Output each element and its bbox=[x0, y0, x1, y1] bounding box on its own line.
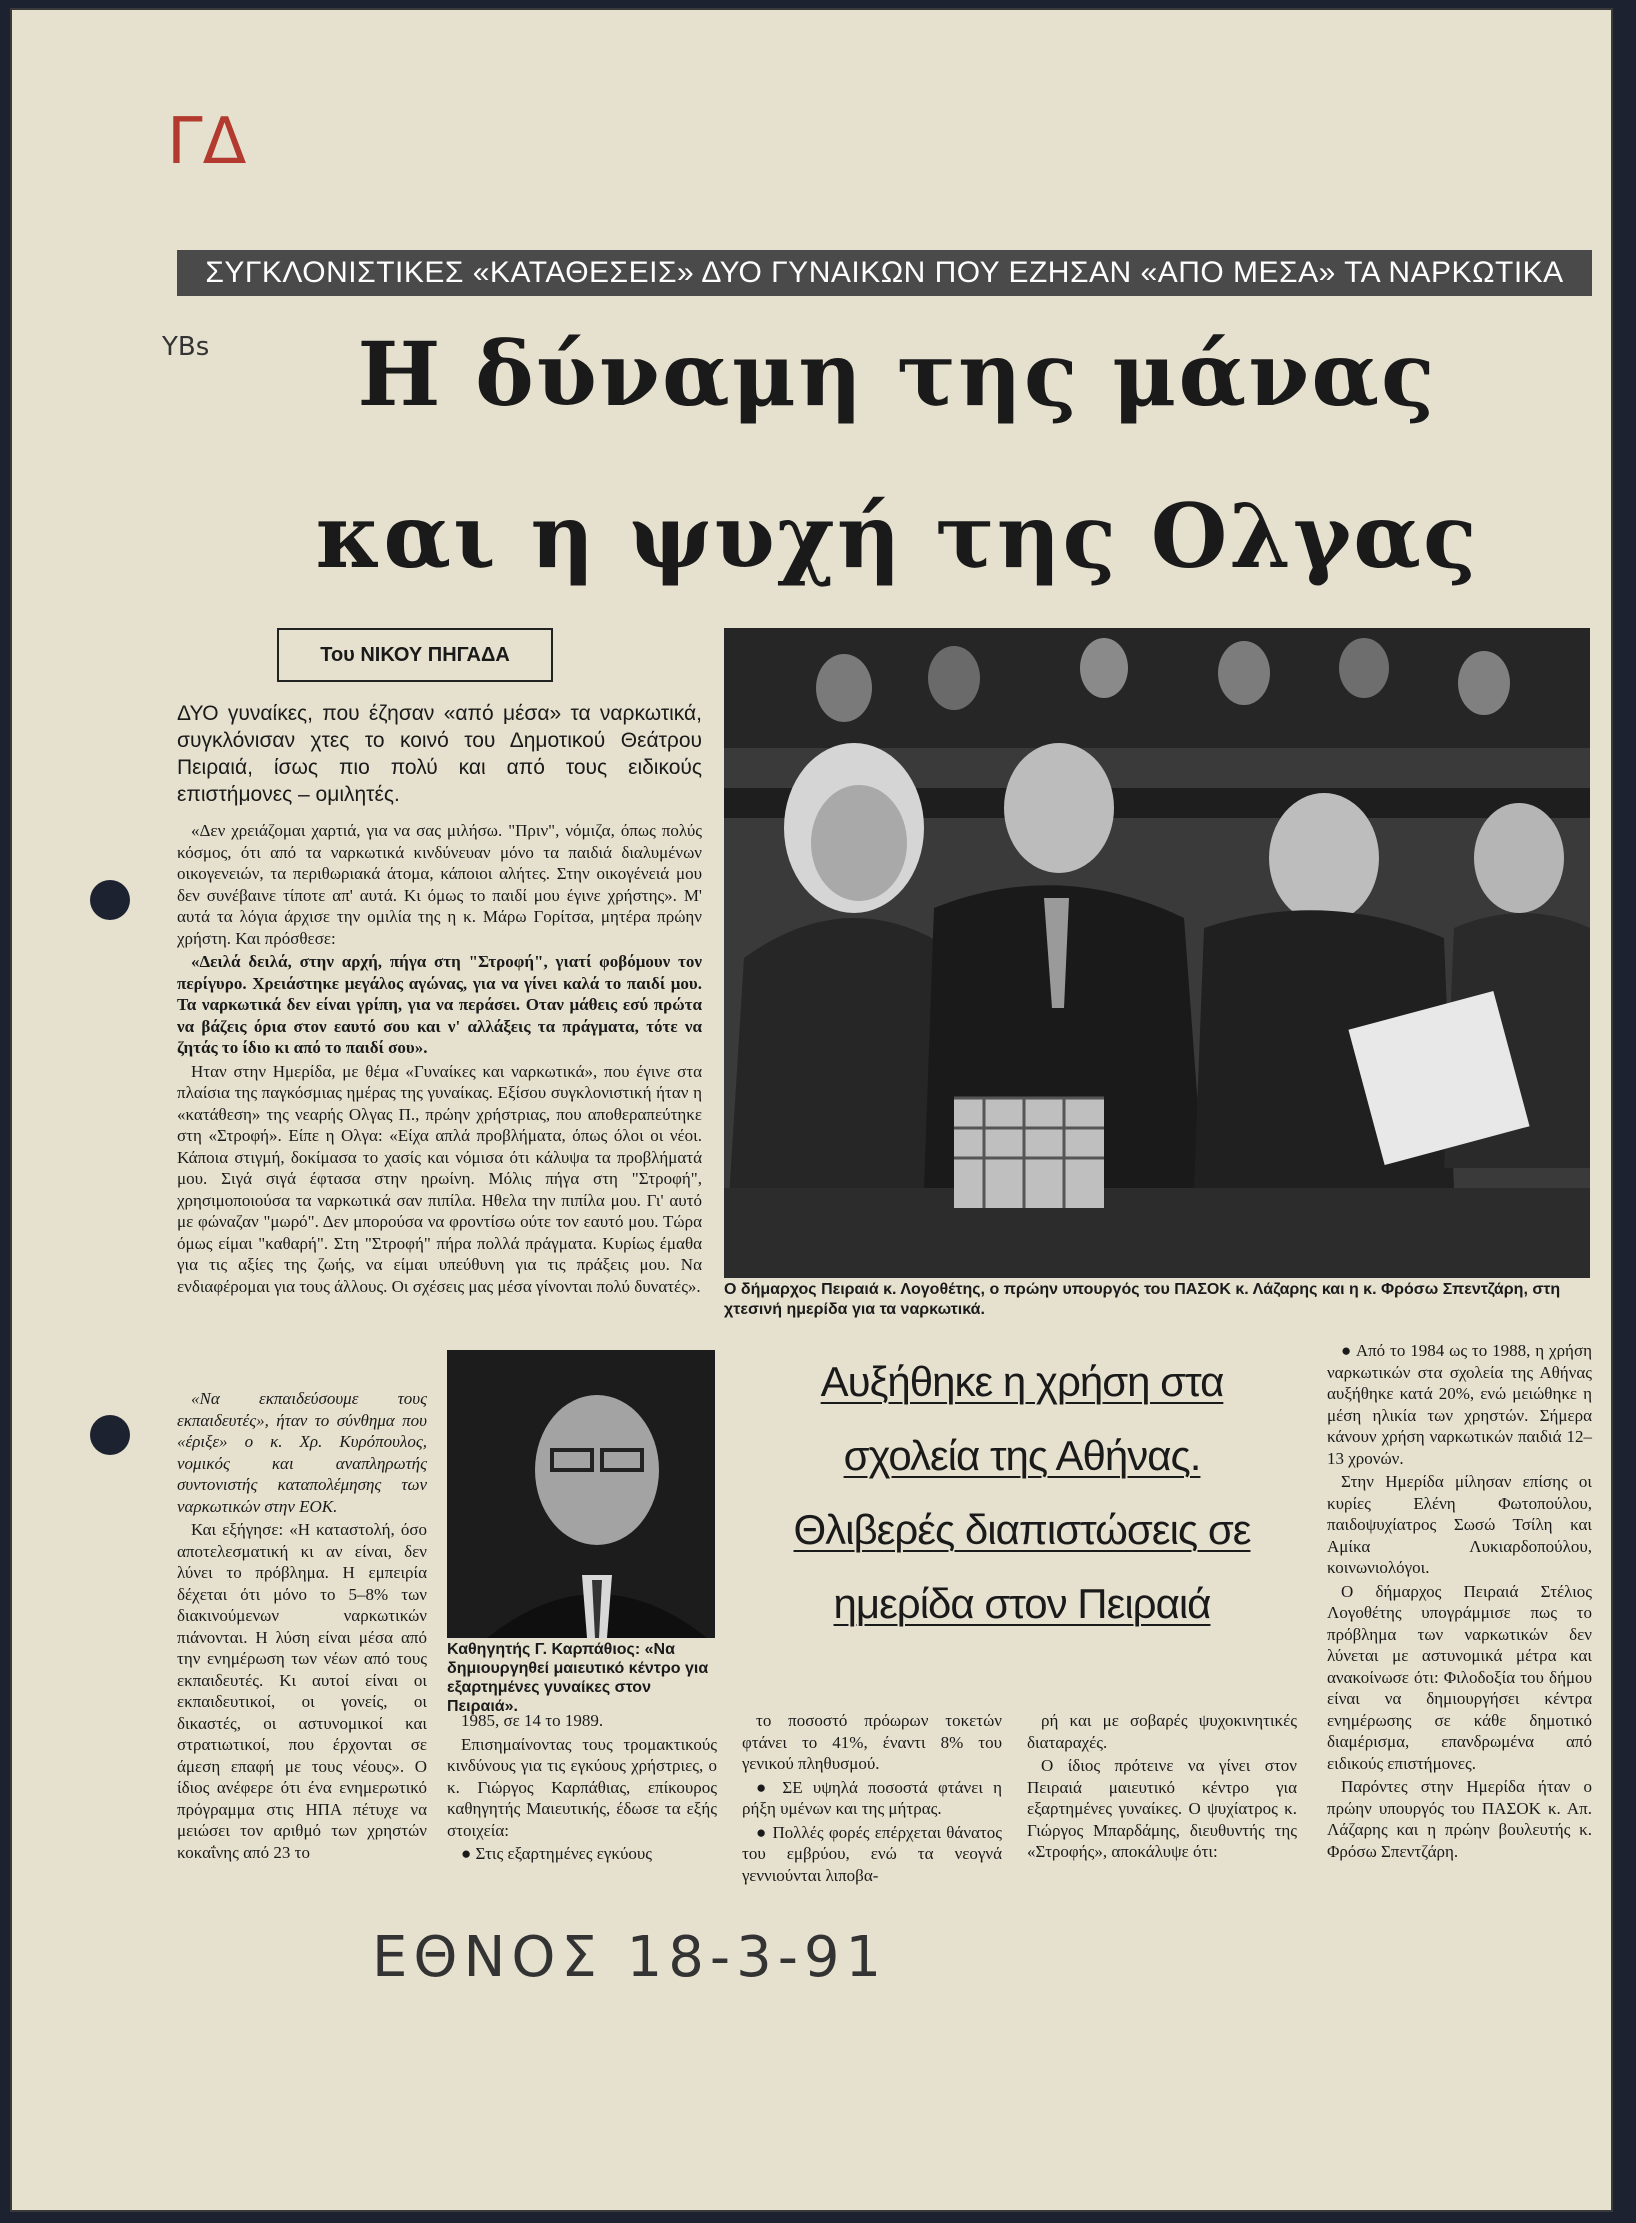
punch-hole bbox=[90, 880, 130, 920]
column-5 bbox=[1327, 1340, 1592, 1864]
col3-paragraph: το ποσοστό πρόωρων τοκετών φτάνει το 41%, έναντι 8% του γενικού πληθυσμού. bbox=[742, 1711, 1002, 1773]
col1-paragraph: «Δειλά δειλά, στην αρχή, πήγα στη "Στροφή", γιατί φοβόμουν τον περίγυρο. Χρειάστηκε μεγάλος αγώνας, για να γίνει καλά το παιδί μου. Τα ναρκωτικά δεν είναι γρίπη, για να περάσει. Οταν μάθεις εσύ πρώτα να βάζεις όρια στον εαυτό σου και ν' αλλάξεις τα πράγματα, τότε να ζητάς το ίδιο κι από το παιδί σου». bbox=[177, 952, 702, 1057]
portrait-illustration bbox=[447, 1350, 715, 1638]
handwritten-source-date: ΕΘΝΟΣ 18-3-91 bbox=[372, 1925, 888, 1990]
col5-paragraph: ● Από το 1984 ως το 1988, η χρήση ναρκωτικών στα σχολεία της Αθήνας αυξήθηκε κατά 20%, ενώ μειώθηκε η μέση ηλικία των χρηστών. Σήμερα κάνουν χρήση ναρκωτικών παιδιά 12–13 χρονών. bbox=[1327, 1341, 1592, 1468]
col5-paragraph: Στην Ημερίδα μίλησαν επίσης οι κυρίες Ελένη Φωτοπούλου, παιδοψυχίατρος Σωσώ Τσίλη και Αμίκα Λυκιαρδοπούλου, κοινωνιολόγοι. bbox=[1327, 1472, 1592, 1577]
kicker-banner: ΣΥΓΚΛΟΝΙΣΤΙΚΕΣ «ΚΑΤΑΘΕΣΕΙΣ» ΔΥΟ ΓΥΝΑΙΚΩΝ ΠΟΥ ΕΖΗΣΑΝ «ΑΠΟ ΜΕΣΑ» ΤΑ ΝΑΡΚΩΤΙΚΑ bbox=[177, 250, 1592, 296]
main-photo-caption: Ο δήμαρχος Πειραιά κ. Λογοθέτης, ο πρώην υπουργός του ΠΑΣΟΚ κ. Λάζαρης και η κ. Φρόσω Σπεντζάρη, στη χτεσινή ημερίδα για τα ναρκωτικά. bbox=[724, 1281, 1561, 1318]
col4-paragraph: Ο ίδιος πρότεινε να γίνει στον Πειραιά μαιευτικό κέντρο για εξαρτημένες γυναίκες. Ο ψυχίατρος κ. Γιώργος Μπαρδάμης, διευθυντής της «Στροφής», αποκάλυψε ότι: bbox=[1027, 1756, 1297, 1861]
portrait-photo bbox=[447, 1350, 715, 1638]
column-2 bbox=[447, 1710, 717, 1867]
handwritten-mark-side: YBs bbox=[162, 332, 210, 362]
lead-paragraph: ΔΥΟ γυναίκες, που έζησαν «από μέσα» τα ναρκωτικά, συγκλόνισαν χτες το κοινό του Δημοτικού Θεάτρου Πειραιά, ίσως πιο πολύ και από τους ειδικούς επιστήμονες – ομιλητές. bbox=[177, 702, 702, 806]
col4-paragraph: ρή και με σοβαρές ψυχοκινητικές διαταραχές. bbox=[1027, 1711, 1297, 1752]
handwritten-mark-top: ΓΔ bbox=[167, 105, 247, 179]
col2-paragraph: ● Στις εξαρτημένες εγκύους bbox=[461, 1844, 653, 1863]
col3-paragraph: ● Πολλές φορές επέρχεται θάνατος του εμβρύου, ενώ τα νεογνά γεννιούνται λιποβα- bbox=[742, 1822, 1002, 1885]
subheadline-line: ημερίδα στον Πειραιά bbox=[833, 1580, 1211, 1627]
punch-hole bbox=[90, 1415, 130, 1455]
main-photo bbox=[724, 628, 1590, 1278]
portrait-caption: Καθηγητής Γ. Καρπάθιος: «Να δημιουργηθεί μαιευτικό κέντρο για εξαρτημένες γυναίκες στον Πειραιά». bbox=[447, 1641, 709, 1715]
col1-paragraph: Ηταν στην Ημερίδα, με θέμα «Γυναίκες και ναρκωτικά», που έγινε στα πλαίσια της παγκόσμιας ημέρας της γυναίκας. Εξίσου συγκλονιστική ήταν η «κατάθεση» της νεαρής Ολγας Π., πρώην χρήστριας, που αποθεραπεύτηκε στη «Στροφή». Είπε η Ολγα: «Είχα απλά προβλήματα, όπως όλοι οι νέοι. Κάποια στιγμή, δοκίμασα το χασίς και νόμισα ότι κάλυψα τα προβλήματά μου. Σιγά σιγά έφτασα στην ηρωίνη. Μόλις πήγα στη "Στροφή", χρησιμοποιούσα τα ναρκωτικά σαν πιπίλα. Ηθελα την πιπίλα μου. Γι' αυτό με φώναζαν "μωρό". Δεν μπορούσα να φροντίσω ούτε τον εαυτό μου. Τώρα όμως είμαι "καθαρή". Στη "Στροφή" πήρα πολλά πράγματα. Κυρίως έμαθα για τις αξίες της ζωής, να είμαι υπεύθυνη για τις πράξεις μου. Να ενδιαφέρομαι για τους άλλους. Οι σχέσεις μας μέσα γίνονται πολύ δυνατές». bbox=[177, 1061, 702, 1296]
column-3 bbox=[742, 1710, 1002, 1888]
audience-photo-illustration bbox=[724, 628, 1590, 1278]
subheadline-line: Θλιβερές διαπιστώσεις σε bbox=[793, 1506, 1251, 1553]
col3-paragraph: ● ΣΕ υψηλά ποσοστά φτάνει η ρήξη υμένων και της μήτρας. bbox=[742, 1777, 1002, 1818]
subheadline-line: σχολεία της Αθήνας. bbox=[843, 1432, 1201, 1479]
headline-line-2: και η ψυχή της Ολγας bbox=[315, 484, 1479, 588]
col5-paragraph: Ο δήμαρχος Πειραιά Στέλιος Λογοθέτης υπογράμμισε πως το πρόβλημα των ναρκωτικών δεν λύνεται με αστυνομικά μέτρα και ανακοίνωσε ότι: Φιλοδοξία του δήμου είναι να δημιουργήσει κέντρα ενημέρωσης σε κάθε δημοτικό διαμέρισμα, επανδρωμένα από ειδικούς επιστήμονες. bbox=[1327, 1581, 1592, 1773]
column-4 bbox=[1027, 1710, 1297, 1865]
col1-paragraph: «Δεν χρειάζομαι χαρτιά, για να σας μιλήσω. "Πριν", νόμιζα, όπως πολύς κόσμος, ότι από τα ναρκωτικά κινδύνευαν μόνο τα παιδιά διαλυμένων οικογενειών, τα περιθωριακά άτομα, κάποιοι αλήτες. Στην οικογένειά μου δεν συνέβαινε τίποτε απ' αυτά. Κι όμως το παιδί μου έγινε χρήστης». Μ' αυτά τα λόγια άρχισε την ομιλία της η κ. Μάρω Γορίτσα, μητέρα πρώην χρήστη. Και πρόσθεσε: bbox=[177, 821, 702, 948]
col1b-paragraph: «Να εκπαιδεύσουμε τους εκπαιδευτές», ήταν το σύνθημα που «έριξε» ο κ. Χρ. Κυρόπουλος, νομικός και αναπληρωτής συντονιστής καταπολέμησης των ναρκωτικών στην ΕΟΚ. bbox=[177, 1389, 427, 1516]
headline-line-1: Η δύναμη της μάνας bbox=[357, 322, 1437, 426]
subheadline-line: Αυξήθηκε η χρήση στα bbox=[820, 1358, 1224, 1405]
byline: Του ΝΙΚΟΥ ΠΗΓΑΔΑ bbox=[277, 628, 553, 682]
column-1-bottom bbox=[177, 1388, 427, 1865]
col2-paragraph: 1985, σε 14 το 1989. bbox=[461, 1711, 604, 1730]
column-1-top bbox=[177, 820, 702, 1299]
newspaper-clipping bbox=[10, 8, 1613, 2212]
subheadline bbox=[752, 1345, 1292, 1641]
col2-paragraph: Επισημαίνοντας τους τρομακτικούς κινδύνους για τις εγκύους χρήστριες, ο κ. Γιώργος Καρπάθιας, επίκουρος καθηγητής Μαιευτικής, έδωσε τα εξής στοιχεία: bbox=[447, 1734, 717, 1840]
col5-paragraph: Παρόντες στην Ημερίδα ήταν ο πρώην υπουργός του ΠΑΣΟΚ κ. Απ. Λάζαρης και η πρώην βουλευτής κ. Φρόσω Σπεντζάρη. bbox=[1327, 1777, 1592, 1861]
col1b-paragraph: Και εξήγησε: «Η καταστολή, όσο αποτελεσματική κι αν είναι, δεν λύνει το πρόβλημα. Η εμπειρία δέχεται ότι μόνο το 5–8% των διακινούμενων ναρκωτικών πιάνονται. Η λύση είναι μέσα από την ενημέρωση των νέων από τους εκπαιδευτές. Κι αυτοί είναι οι εκπαιδευτικοί, οι γονείς, οι δικαστές, οι αστυνομικοί και στρατιωτικοί, που έρχονται σε άμεση επαφή με τους νέους». Ο ίδιος ανέφερε ότι ένα ενημερωτικό πρόγραμμα στις ΗΠΑ πέτυχε να μειώσει τον αριθμό των χρηστών κοκαΐνης από 23 το bbox=[177, 1520, 427, 1862]
